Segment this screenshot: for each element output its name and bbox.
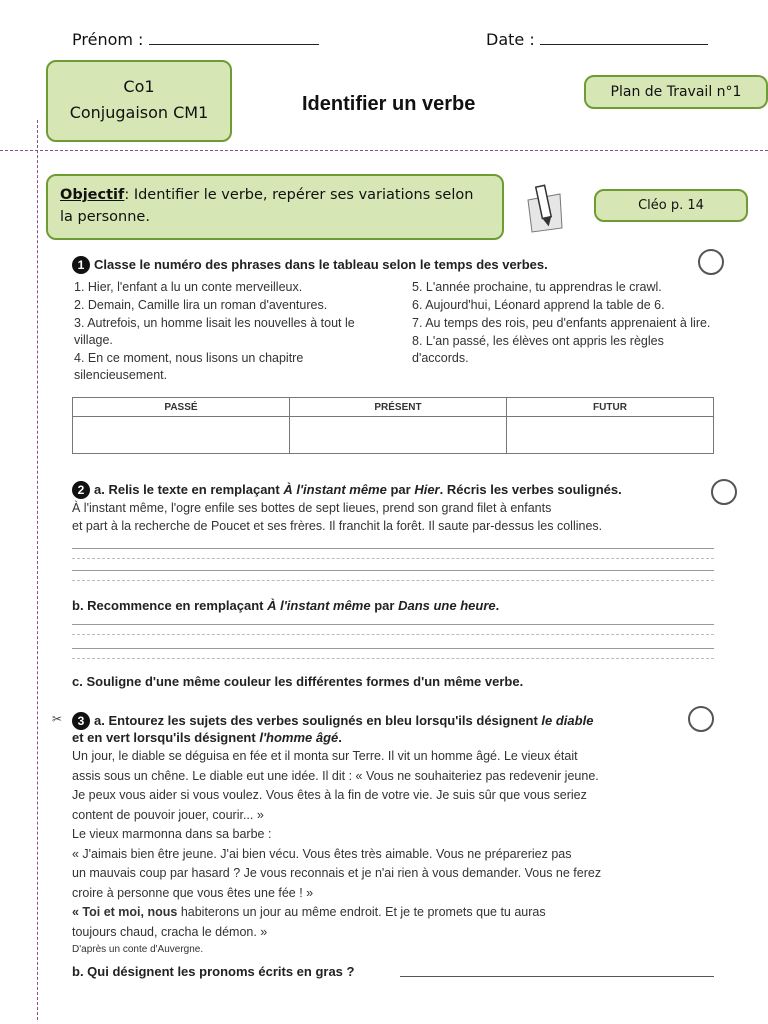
tense-header-present: PRÉSENT bbox=[290, 398, 507, 417]
sentence-5: 5. L'année prochaine, tu apprendras le crawl. bbox=[412, 280, 662, 294]
story-line: « J'aimais bien être jeune. J'ai bien vécu. Vous êtes très aimable. Vous ne prépareriez pas bbox=[72, 846, 572, 861]
answer-line[interactable] bbox=[72, 570, 714, 571]
tense-cell-future[interactable] bbox=[507, 417, 714, 454]
story-line: toujours chaud, cracha le démon. » bbox=[72, 924, 268, 939]
objective-text: : Identifier le verbe, repérer ses variations selon la personne. bbox=[60, 187, 474, 225]
first-name-label: Prénom : bbox=[72, 30, 319, 49]
objective-box bbox=[46, 174, 504, 240]
page-title: Identifier un verbe bbox=[302, 93, 476, 115]
subject-name: Conjugaison CM1 bbox=[69, 103, 209, 122]
story-line: Je peux vous aider si vous voulez. Vous êtes à la fin de votre vie. Je suis sûr que vous seriez bbox=[72, 788, 587, 802]
exercise-2-text bbox=[72, 500, 717, 535]
reference-box: Cléo p. 14 bbox=[594, 189, 748, 222]
story-line: assis sous un chêne. Le diable eut une idée. Il dit : « Vous ne souhaiteriez pas redevenir jeune. bbox=[72, 768, 599, 783]
exercise-2-number: 2 bbox=[72, 481, 90, 499]
sentence-6: 6. Aujourd'hui, Léonard apprend la table de 6. bbox=[412, 298, 665, 312]
exercise-1-sentences-right bbox=[412, 279, 717, 367]
tense-cell-present[interactable] bbox=[290, 417, 507, 454]
objective-label: Objectif bbox=[60, 187, 125, 203]
exercise-3b-instruction: b. Qui désignent les pronoms écrits en gras ? bbox=[72, 964, 355, 979]
date-label: Date : bbox=[486, 30, 708, 49]
exercise-1-number: 1 bbox=[72, 256, 90, 274]
answer-line-guide bbox=[72, 658, 714, 659]
exercise-2-text-line-1: À l'instant même, l'ogre enfile ses bottes de sept lieues, prend son grand filet à enfants bbox=[72, 501, 552, 515]
bold-pronouns: « Toi et moi, nous bbox=[72, 905, 178, 919]
story-line: croire à personne que vous êtes une fée ! » bbox=[72, 885, 314, 900]
story-line: Un jour, le diable se déguisa en fée et il monta sur Terre. Il vit un homme âgé. Le vieux était bbox=[72, 749, 578, 763]
story-line: « Toi et moi, nous habiterons un jour au même endroit. Et je te promets que tu auras bbox=[72, 905, 546, 919]
exercise-3-number: 3 bbox=[72, 712, 90, 730]
tense-table bbox=[72, 397, 714, 454]
exercise-2-text-line-2: et part à la recherche de Poucet et ses frères. Il franchit la forêt. Il saute par-dessus les collines. bbox=[72, 519, 603, 533]
answer-line-guide bbox=[72, 580, 714, 581]
exercise-2a-instruction: 2 a. Relis le texte en remplaçant À l'instant même par Hier. Récris les verbes soulignés. bbox=[72, 481, 622, 499]
answer-line-guide bbox=[72, 558, 714, 559]
answer-line[interactable] bbox=[72, 548, 714, 549]
sentence-8: 8. L'an passé, les élèves ont appris les règles d'accords. bbox=[412, 334, 664, 365]
date-blank[interactable] bbox=[540, 30, 708, 45]
answer-line[interactable] bbox=[400, 976, 714, 977]
exercise-3-story bbox=[72, 747, 722, 958]
exercise-3-check-circle[interactable] bbox=[688, 706, 714, 732]
sentence-4: 4. En ce moment, nous lisons un chapitre silencieusement. bbox=[74, 351, 304, 382]
exercise-1-check-circle[interactable] bbox=[698, 249, 724, 275]
subject-code: Co1 bbox=[123, 77, 155, 96]
margin-guide-horizontal bbox=[0, 150, 768, 151]
exercise-3a-instruction: 3 a. Entourez les sujets des verbes soulignés en bleu lorsqu'ils désignent le diable et en vert lorsqu'ils désignent l'homme âgé. bbox=[72, 713, 594, 745]
scissors-icon: ✂ bbox=[52, 712, 63, 726]
tense-cell-past[interactable] bbox=[73, 417, 290, 454]
tense-header-past: PASSÉ bbox=[73, 398, 290, 417]
story-line: content de pouvoir jouer, courir... » bbox=[72, 807, 264, 822]
margin-guide-vertical bbox=[37, 120, 38, 1020]
sentence-2: 2. Demain, Camille lira un roman d'aventures. bbox=[74, 298, 328, 312]
work-plan-box: Plan de Travail n°1 bbox=[584, 75, 768, 109]
story-source: D'après un conte d'Auvergne. bbox=[72, 944, 204, 955]
subject-box bbox=[46, 60, 232, 142]
first-name-blank[interactable] bbox=[149, 30, 319, 45]
exercise-2b-instruction: b. Recommence en remplaçant À l'instant même par Dans une heure. bbox=[72, 598, 500, 613]
pencil-paper-icon bbox=[522, 180, 566, 234]
sentence-3: 3. Autrefois, un homme lisait les nouvelles à tout le village. bbox=[74, 316, 355, 347]
answer-line[interactable] bbox=[72, 648, 714, 649]
exercise-2c-instruction: c. Souligne d'une même couleur les différentes formes d'un même verbe. bbox=[72, 674, 524, 689]
sentence-7: 7. Au temps des rois, peu d'enfants apprenaient à lire. bbox=[412, 316, 711, 330]
exercise-1-instruction: 1 Classe le numéro des phrases dans le tableau selon le temps des verbes. bbox=[72, 256, 548, 274]
tense-header-future: FUTUR bbox=[507, 398, 714, 417]
story-line: un mauvais coup par hasard ? Je vous reconnais et je n'ai rien à vous demander. Vous ne ferez bbox=[72, 866, 602, 880]
story-line: Le vieux marmonna dans sa barbe : bbox=[72, 827, 272, 841]
sentence-1: 1. Hier, l'enfant a lu un conte merveilleux. bbox=[74, 280, 303, 294]
exercise-1-sentences-left bbox=[74, 279, 364, 384]
answer-line[interactable] bbox=[72, 624, 714, 625]
answer-line-guide bbox=[72, 634, 714, 635]
